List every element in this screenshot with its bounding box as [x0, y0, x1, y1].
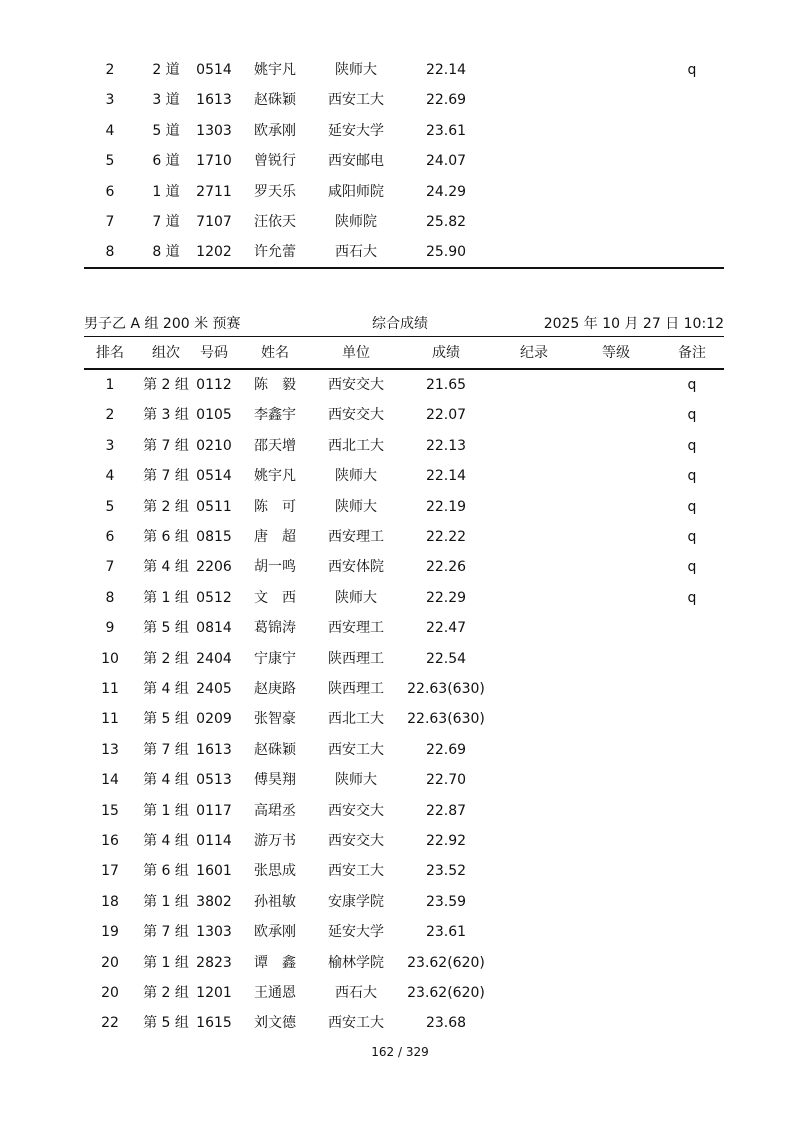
- number-cell: 2404: [196, 650, 232, 667]
- table-row: [84, 522, 724, 552]
- result-cell: 24.29: [425, 183, 467, 200]
- note-cell: [662, 116, 722, 146]
- rank-cell: 6: [105, 529, 115, 545]
- number-cell: 0512: [196, 589, 232, 606]
- group-cell: 第 7 组: [143, 437, 189, 454]
- number-cell: 0513: [196, 772, 232, 789]
- number-cell: 0117: [196, 802, 232, 819]
- number-cell: 1710: [196, 153, 232, 170]
- group-cell: 第 2 组: [143, 650, 189, 667]
- table-row: [84, 85, 724, 115]
- name-cell: 宁康宁: [254, 650, 296, 667]
- group-cell: 第 4 组: [143, 559, 189, 576]
- group-cell: 第 6 组: [143, 529, 189, 545]
- header-row: [84, 338, 724, 368]
- note-cell: [662, 207, 722, 237]
- number-cell: 7107: [196, 214, 232, 230]
- unit-cell: 陕师院: [335, 214, 377, 230]
- name-cell: 王通恩: [254, 985, 296, 1001]
- note-cell: [662, 948, 722, 978]
- result-cell: 22.14: [425, 468, 467, 485]
- table-row: [84, 887, 724, 917]
- result-cell: 22.07: [425, 407, 467, 424]
- unit-cell: 西安理工: [328, 620, 384, 637]
- name-cell: 葛锦涛: [254, 620, 296, 637]
- note-cell: [662, 177, 722, 207]
- unit-cell: 陕师大: [335, 62, 377, 78]
- name-cell: 邵天增: [254, 437, 296, 454]
- table-row: [84, 146, 724, 176]
- unit-cell: 西安邮电: [328, 153, 384, 170]
- unit-cell: 西安交大: [328, 802, 384, 819]
- header-level: 等级: [602, 345, 630, 361]
- result-cell: 21.65: [425, 377, 467, 393]
- note-cell: [662, 237, 722, 267]
- result-cell: 23.68: [425, 1015, 467, 1032]
- header-unit: 单位: [342, 345, 370, 361]
- name-cell: 许允蕾: [254, 244, 296, 261]
- table-row: [84, 765, 724, 795]
- number-cell: 0210: [196, 437, 232, 454]
- number-cell: 0814: [196, 620, 232, 637]
- name-cell: 曾锐行: [254, 153, 296, 170]
- lane-cell: 6 道: [152, 153, 180, 170]
- unit-cell: 延安大学: [328, 924, 384, 941]
- group-cell: 第 4 组: [143, 772, 189, 789]
- table-row: [84, 583, 724, 613]
- header-group: 组次: [152, 345, 180, 361]
- group-cell: 第 5 组: [143, 711, 189, 728]
- table-row: [84, 400, 724, 430]
- table-row: [84, 826, 724, 856]
- unit-cell: 陕师大: [335, 589, 377, 606]
- unit-cell: 陕西理工: [328, 681, 384, 697]
- rank-cell: 20: [101, 985, 119, 1001]
- table-row: [84, 116, 724, 146]
- unit-cell: 西安工大: [328, 92, 384, 109]
- name-cell: 傅昊翔: [254, 772, 296, 789]
- table-row: [84, 856, 724, 886]
- table-row: [84, 207, 724, 237]
- note-cell: [662, 644, 722, 674]
- result-cell: 22.87: [425, 802, 467, 819]
- lane-cell: 8 道: [152, 244, 180, 261]
- group-cell: 第 1 组: [143, 954, 189, 971]
- name-cell: 刘文德: [254, 1015, 296, 1032]
- table-row: [84, 1008, 724, 1038]
- event-datetime: 2025 年 10 月 27 日 10:12: [543, 316, 724, 332]
- unit-cell: 咸阳师院: [328, 183, 384, 200]
- note-cell: [662, 1008, 722, 1038]
- unit-cell: 陕西理工: [328, 650, 384, 667]
- result-cell: 23.62(620): [407, 954, 485, 971]
- table-row: [84, 948, 724, 978]
- group-cell: 第 5 组: [143, 620, 189, 637]
- unit-cell: 榆林学院: [328, 954, 384, 971]
- name-cell: 张智豪: [254, 711, 296, 728]
- result-cell: 25.90: [425, 244, 467, 261]
- rank-cell: 7: [105, 559, 115, 576]
- note-cell: [662, 613, 722, 643]
- result-cell: 22.63(630): [407, 681, 485, 697]
- rank-cell: 2: [105, 62, 115, 78]
- group-cell: 第 1 组: [143, 589, 189, 606]
- lane-cell: 5 道: [152, 122, 180, 139]
- rank-cell: 19: [101, 924, 119, 941]
- result-cell: 22.14: [425, 62, 467, 78]
- number-cell: 2823: [196, 954, 232, 971]
- result-cell: 23.61: [425, 122, 467, 139]
- number-cell: 3802: [196, 893, 232, 910]
- name-cell: 李鑫宇: [254, 407, 296, 424]
- table-row: [84, 492, 724, 522]
- name-cell: 赵硃颖: [254, 741, 296, 758]
- name-cell: 姚宇凡: [254, 62, 296, 78]
- name-cell: 赵庚路: [254, 681, 296, 697]
- group-cell: 第 2 组: [143, 985, 189, 1001]
- table-row: [84, 674, 724, 704]
- group-cell: 第 1 组: [143, 802, 189, 819]
- group-cell: 第 3 组: [143, 407, 189, 424]
- number-cell: 0514: [196, 62, 232, 78]
- unit-cell: 陕师大: [335, 772, 377, 789]
- note-cell: [662, 856, 722, 886]
- number-cell: 1601: [196, 863, 232, 880]
- name-cell: 唐 超: [254, 529, 296, 545]
- rank-cell: 5: [105, 498, 115, 515]
- number-cell: 0114: [196, 833, 232, 849]
- page-number: 162 / 329: [371, 1045, 429, 1059]
- rank-cell: 18: [101, 893, 119, 910]
- rank-cell: 22: [101, 1015, 119, 1032]
- number-cell: 2405: [196, 681, 232, 697]
- result-cell: 22.63(630): [407, 711, 485, 728]
- name-cell: 姚宇凡: [254, 468, 296, 485]
- unit-cell: 延安大学: [328, 122, 384, 139]
- result-cell: 22.92: [425, 833, 467, 849]
- rank-cell: 5: [105, 153, 115, 170]
- rank-cell: 4: [105, 122, 115, 139]
- table-row: [84, 370, 724, 400]
- rank-cell: 7: [105, 214, 115, 230]
- group-cell: 第 4 组: [143, 681, 189, 697]
- group-cell: 第 7 组: [143, 924, 189, 941]
- number-cell: 0514: [196, 468, 232, 485]
- note-cell: q: [687, 468, 697, 485]
- name-cell: 文 西: [254, 589, 296, 606]
- name-cell: 汪依天: [254, 214, 296, 230]
- rank-cell: 4: [105, 468, 115, 485]
- rank-cell: 17: [101, 863, 119, 880]
- table-row: [84, 55, 724, 85]
- number-cell: 2206: [196, 559, 232, 576]
- lane-cell: 1 道: [152, 183, 180, 200]
- number-cell: 1201: [196, 985, 232, 1001]
- name-cell: 陈 毅: [254, 377, 296, 393]
- rank-cell: 10: [101, 650, 119, 667]
- results-type: 综合成绩: [372, 316, 428, 332]
- event-title: 男子乙 A 组 200 米 预赛: [84, 316, 241, 332]
- rank-cell: 15: [101, 802, 119, 819]
- table-row: [84, 735, 724, 765]
- rank-cell: 11: [101, 711, 119, 728]
- unit-cell: 西安体院: [328, 559, 384, 576]
- unit-cell: 西安交大: [328, 407, 384, 424]
- note-cell: [662, 978, 722, 1008]
- table-row: [84, 461, 724, 491]
- name-cell: 高珺丞: [254, 802, 296, 819]
- number-cell: 0511: [196, 498, 232, 515]
- note-cell: [662, 887, 722, 917]
- note-cell: [662, 146, 722, 176]
- note-cell: q: [687, 437, 697, 454]
- group-cell: 第 1 组: [143, 893, 189, 910]
- note-cell: q: [687, 529, 697, 545]
- unit-cell: 安康学院: [328, 893, 384, 910]
- result-cell: 22.69: [425, 92, 467, 109]
- header-rank: 排名: [96, 345, 124, 361]
- rank-cell: 3: [105, 92, 115, 109]
- top-table-bottom-rule: [84, 267, 724, 269]
- number-cell: 1303: [196, 924, 232, 941]
- result-cell: 22.22: [425, 529, 467, 545]
- rank-cell: 8: [105, 244, 115, 261]
- result-cell: 22.13: [425, 437, 467, 454]
- note-cell: [662, 796, 722, 826]
- title-rule: [84, 336, 724, 337]
- unit-cell: 西石大: [335, 985, 377, 1001]
- table-row: [84, 917, 724, 947]
- table-row: [84, 431, 724, 461]
- name-cell: 孙祖敏: [254, 893, 296, 910]
- number-cell: 0209: [196, 711, 232, 728]
- result-cell: 23.62(620): [407, 985, 485, 1001]
- group-cell: 第 5 组: [143, 1015, 189, 1032]
- header-number: 号码: [200, 345, 228, 361]
- number-cell: 0105: [196, 407, 232, 424]
- unit-cell: 西安工大: [328, 863, 384, 880]
- note-cell: q: [687, 407, 697, 424]
- header-result: 成绩: [432, 345, 460, 361]
- rank-cell: 13: [101, 741, 119, 758]
- result-cell: 23.52: [425, 863, 467, 880]
- lane-cell: 2 道: [152, 62, 180, 78]
- number-cell: 1202: [196, 244, 232, 261]
- rank-cell: 2: [105, 407, 115, 424]
- name-cell: 欧承刚: [254, 122, 296, 139]
- note-cell: q: [687, 498, 697, 515]
- result-cell: 23.61: [425, 924, 467, 941]
- number-cell: 1613: [196, 92, 232, 109]
- rank-cell: 3: [105, 437, 115, 454]
- note-cell: [662, 85, 722, 115]
- note-cell: q: [687, 589, 697, 606]
- table-row: [84, 237, 724, 267]
- unit-cell: 西安工大: [328, 1015, 384, 1032]
- group-cell: 第 2 组: [143, 377, 189, 393]
- name-cell: 赵硃颖: [254, 92, 296, 109]
- result-cell: 24.07: [425, 153, 467, 170]
- note-cell: [662, 765, 722, 795]
- result-cell: 23.59: [425, 893, 467, 910]
- note-cell: [662, 735, 722, 765]
- note-cell: q: [687, 559, 697, 576]
- name-cell: 欧承刚: [254, 924, 296, 941]
- table-row: [84, 177, 724, 207]
- table-row: [84, 704, 724, 734]
- unit-cell: 西安交大: [328, 833, 384, 849]
- name-cell: 张思成: [254, 863, 296, 880]
- table-row: [84, 978, 724, 1008]
- result-cell: 22.29: [425, 589, 467, 606]
- note-cell: [662, 674, 722, 704]
- header-name: 姓名: [261, 345, 289, 361]
- unit-cell: 西石大: [335, 244, 377, 261]
- result-cell: 25.82: [425, 214, 467, 230]
- group-cell: 第 4 组: [143, 833, 189, 849]
- unit-cell: 西北工大: [328, 437, 384, 454]
- unit-cell: 陕师大: [335, 498, 377, 515]
- unit-cell: 西安交大: [328, 377, 384, 393]
- table-row: [84, 644, 724, 674]
- number-cell: 1303: [196, 122, 232, 139]
- rank-cell: 1: [105, 377, 115, 393]
- name-cell: 陈 可: [254, 498, 296, 515]
- header-note: 备注: [678, 345, 706, 361]
- number-cell: 1615: [196, 1015, 232, 1032]
- unit-cell: 西安工大: [328, 741, 384, 758]
- number-cell: 0815: [196, 529, 232, 545]
- rank-cell: 9: [105, 620, 115, 637]
- group-cell: 第 2 组: [143, 498, 189, 515]
- name-cell: 游万书: [254, 833, 296, 849]
- rank-cell: 11: [101, 681, 119, 697]
- group-cell: 第 7 组: [143, 741, 189, 758]
- rank-cell: 6: [105, 183, 115, 200]
- name-cell: 胡一鸣: [254, 559, 296, 576]
- name-cell: 罗天乐: [254, 183, 296, 200]
- rank-cell: 14: [101, 772, 119, 789]
- result-cell: 22.26: [425, 559, 467, 576]
- table-row: [84, 796, 724, 826]
- group-cell: 第 6 组: [143, 863, 189, 880]
- lane-cell: 3 道: [152, 92, 180, 109]
- header-record: 纪录: [520, 345, 548, 361]
- unit-cell: 陕师大: [335, 468, 377, 485]
- result-cell: 22.54: [425, 650, 467, 667]
- rank-cell: 8: [105, 589, 115, 606]
- lane-cell: 7 道: [152, 214, 180, 230]
- number-cell: 0112: [196, 377, 232, 393]
- table-row: [84, 552, 724, 582]
- note-cell: q: [687, 62, 697, 78]
- rank-cell: 16: [101, 833, 119, 849]
- number-cell: 2711: [196, 183, 232, 200]
- result-cell: 22.47: [425, 620, 467, 637]
- name-cell: 谭 鑫: [254, 954, 296, 971]
- rank-cell: 20: [101, 954, 119, 971]
- result-cell: 22.70: [425, 772, 467, 789]
- unit-cell: 西北工大: [328, 711, 384, 728]
- note-cell: [662, 704, 722, 734]
- note-cell: q: [687, 377, 697, 393]
- result-cell: 22.69: [425, 741, 467, 758]
- group-cell: 第 7 组: [143, 468, 189, 485]
- number-cell: 1613: [196, 741, 232, 758]
- note-cell: [662, 917, 722, 947]
- note-cell: [662, 826, 722, 856]
- unit-cell: 西安理工: [328, 529, 384, 545]
- table-row: [84, 613, 724, 643]
- result-cell: 22.19: [425, 498, 467, 515]
